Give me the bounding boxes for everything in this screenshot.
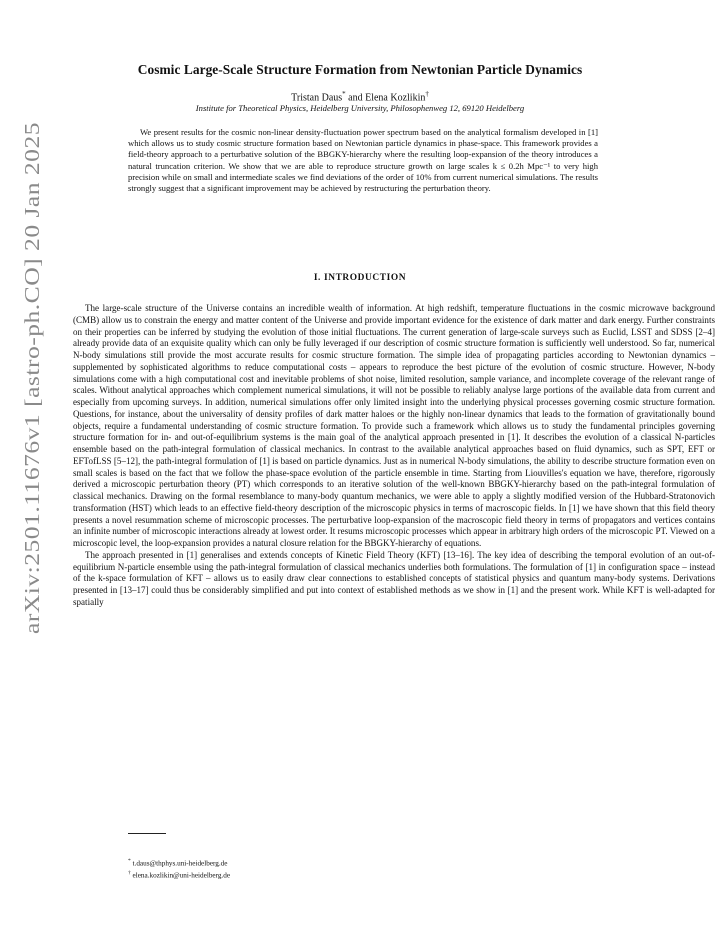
footnote	[128, 869, 230, 881]
body-paragraph: The large-scale structure of the Universe contains an incredible wealth of information. At high redshift, temperature fluctuations in the cosmic microwave background (CMB) allow us to constrain the energy and matter content of the Universe and provide important evidence for the existence of dark matter and dark energy. Further constraints on their properties can be inferred by studying the evolution of those initial fluctuations. The current generation of large-scale surveys such as Euclid, LSST and SDSS [2–4] already provide data of an exquisite quality which can only be fully leveraged if our description of cosmic structure formation is sufficiently well understood. So far, numerical N-body simulations still provide the most accurate results for cosmic structure formation. The simple idea of propagating particles according to Newtonian dynamics – supplemented by sophisticated algorithms to reduce computational costs – appears to reproduce the best picture of the evolution of cosmic structure. However, N-body simulations come with a high computational cost and inevitable problems of shot noise, limited resolution, sample variance, and incomplete coverage of the relevant range of scales. Without analytical approaches which complement numerical simulations, it will not be possible to reliably analyse large portions of the available data from current and especially from upcoming surveys. In addition, numerical simulations offer only limited insight into the underlying physical processes governing cosmic structure formation. Questions, for instance, about the universality of density profiles of dark matter haloes or the highly non-linear dynamics that leads to the formation of gravitationally bound objects, require a fundamental understanding of cosmic structure formation. To provide such a framework which allows us to study the fundamental principles governing structure formation for in- and out-of-equilibrium systems is the main goal of the analytical approach presented in [1]. It describes the evolution of a classical N-particles ensemble based on the path-integral formulation of classical mechanics. In contrast to the available analytical approaches based on fluid dynamics, such as SPT, EFT or EFTofLSS [5–12], the path-integral formulation of [1] is based on particle dynamics. Just as in numerical N-body simulations, the ability to describe structure formation even on small scales is based on the fact that we follow the phase-space evolution of the particle ensemble in time. Starting from Liouvilles's equation we have, therefore, rigorously derived a microscopic perturbation theory (PT) which corresponds to an iterative solution of the well-known BBGKY-hierarchy based on the path-integral formulation of classical mechanics. Drawing on the formal resemblance to many-body quantum mechanics, we were able to apply a slightly modified version of the Hubbard-Stratonovich transformation (HST) which leads to an effective field-theory description of the microscopic physics in terms of macroscopic fields. In [1] we have shown that this field theory presents a novel resummation scheme of microscopic processes. The perturbative loop-expansion of the macroscopic field theory in terms of propagators and vertices contains an infinite number of microscopic interactions already at lowest order. It resums microscopic processes which appear in arbitrary high orders of the microscopic PT. Viewed on a microscopic level, the loop-expansion provides a natural closure relation for the BBGKY-hierarchy of equations.	[73, 303, 715, 548]
arxiv-stamp-text: arXiv:2501.11676v1 [astro-ph.CO] 20 Jan 2025	[20, 203, 44, 634]
body-text	[73, 303, 715, 609]
arxiv-stamp	[14, 118, 48, 638]
section-heading: I. INTRODUCTION	[313, 273, 407, 283]
abstract: We present results for the cosmic non-linear density-fluctuation power spectrum based on the analytical formalism developed in [1] which allows us to study cosmic structure formation based on Newtonian particle dynamics in phase-space. This framework provides a field-theory approach to a perturbative solution of the BBGKY-hierarchy where the resulting loop-expansion of the theory introduces a natural truncation criterion. We show that we are able to reproduce structure growth on large scales k ≤ 0.2h Mpc⁻¹ to very high precision while on small and intermediate scales we find deviations of the order of 10% from current numerical simulations. The results strongly suggest that a significant improvement may be achieved by restructuring the perturbation theory.	[128, 127, 598, 194]
footnote-mark: †	[128, 870, 131, 877]
paper-title: Cosmic Large-Scale Structure Formation from Newtonian Particle Dynamics	[137, 62, 583, 77]
footnote-email: t.daus@thphys.uni-heidelberg.de	[130, 859, 228, 868]
footnote-rule	[128, 833, 166, 834]
author-line	[62, 90, 658, 103]
footnote-email: elena.kozlikin@uni-heidelberg.de	[130, 871, 231, 880]
author-name: Tristan Daus	[291, 92, 343, 104]
author-conjunction: and	[345, 92, 366, 104]
footnote	[128, 857, 230, 869]
author-name: Elena Kozlikin	[365, 92, 426, 104]
footnotes	[128, 857, 230, 881]
footnote-mark: *	[128, 858, 131, 864]
author-footnote-mark: †	[425, 90, 429, 98]
body-paragraph: The approach presented in [1] generalises and extends concepts of Kinetic Field Theory (KFT) [13–16]. The key idea of describing the temporal evolution of an out-of-equilibrium N-particle ensemble using the path-integral formulation of classical mechanics underlies both formulations. The formulation of [1] in configuration space – instead of the k-space formulation of KFT – allows us to easily draw clear connections to established concepts of statistical physics and quantum many-body systems. Derivations presented in [13–17] could thus be considerably simplified and put into context of established methods as we show in [1] and the present work. While KFT is well-adapted for spatially	[73, 549, 715, 607]
affiliation: Institute for Theoretical Physics, Heidelberg University, Philosophenweg 12, 69120 Heidelberg	[195, 103, 525, 113]
author-footnote-mark: *	[342, 90, 346, 98]
